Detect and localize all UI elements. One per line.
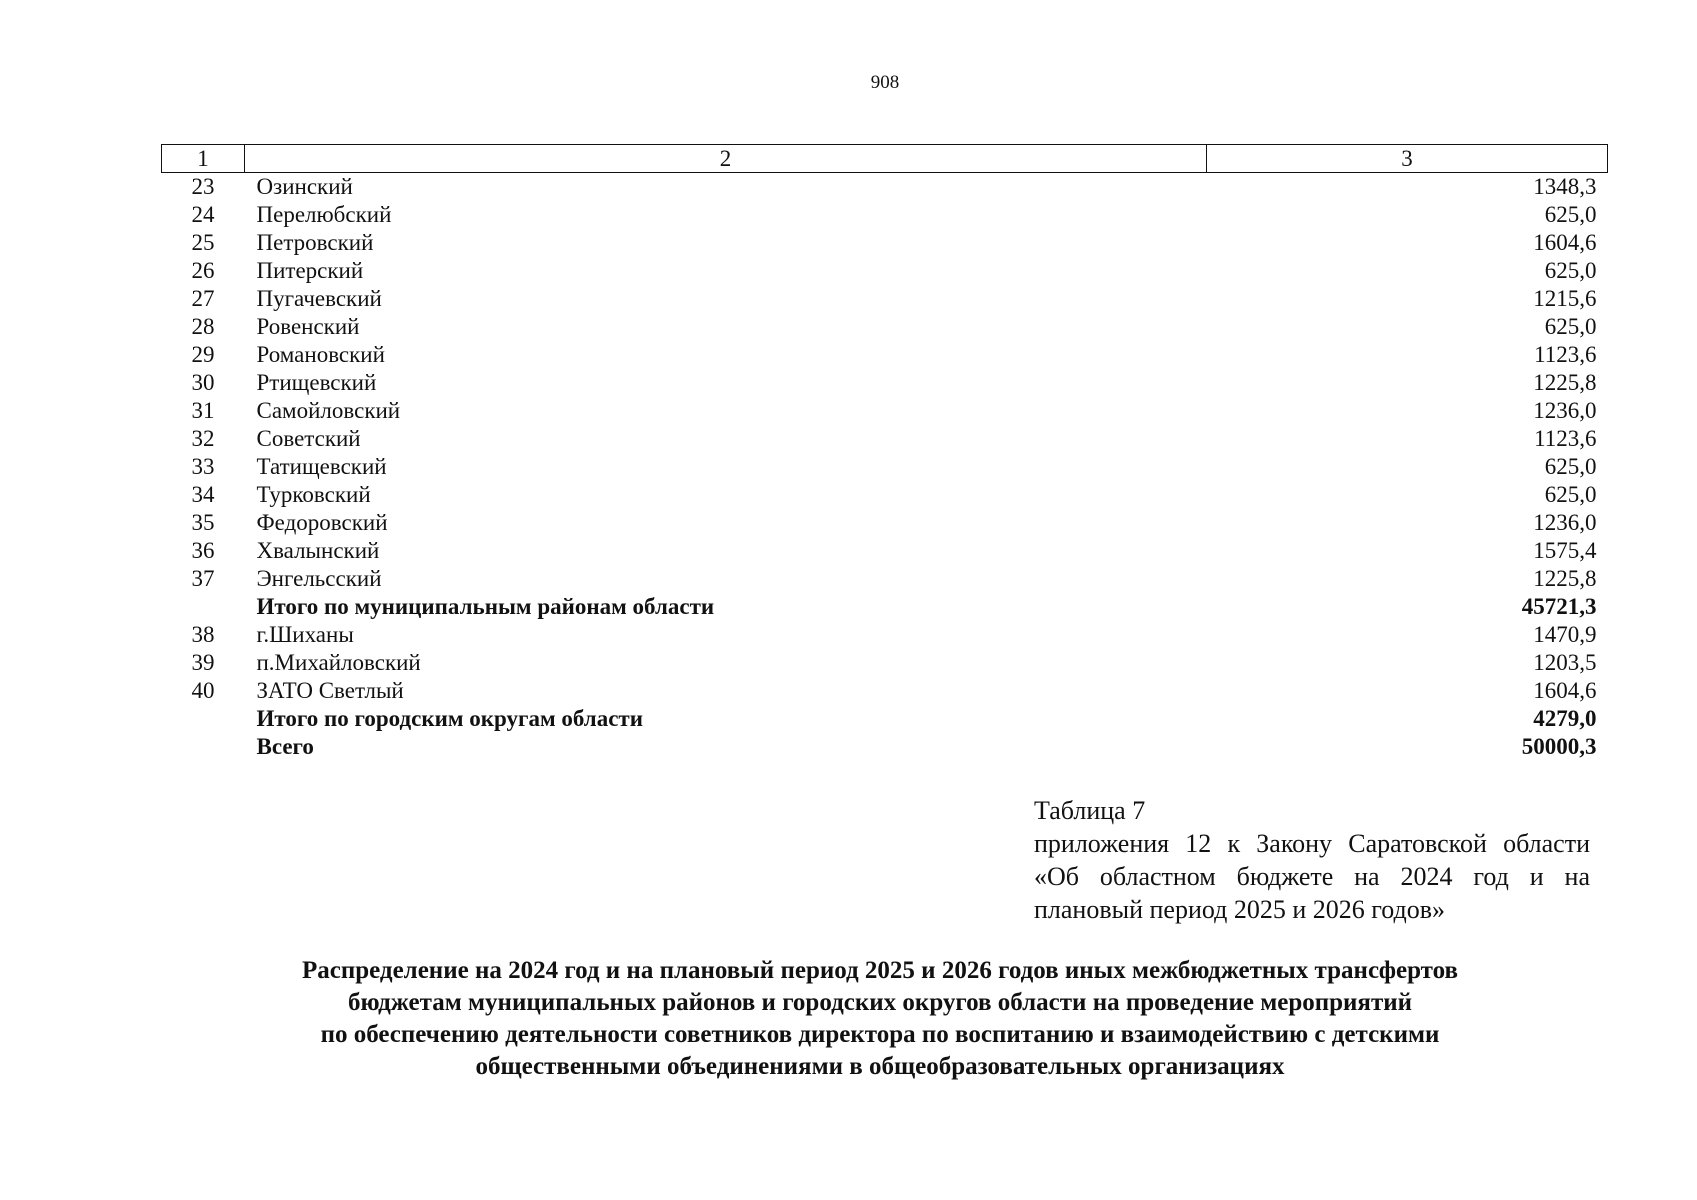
row-number: 23 xyxy=(191,174,215,199)
row-name: Энгельсский xyxy=(256,566,382,591)
row-name: Итого по муниципальным районам области xyxy=(256,594,715,619)
row-number xyxy=(162,705,245,733)
row-name: ЗАТО Светлый xyxy=(256,678,404,703)
transfers-table xyxy=(161,144,1608,761)
row-value: 1123,6 xyxy=(1534,342,1597,367)
table-total-row xyxy=(162,705,1608,733)
row-name: Перелюбский xyxy=(256,202,392,227)
row-name: Озинский xyxy=(256,174,353,199)
row-name: Питерский xyxy=(256,258,364,283)
row-value: 1236,0 xyxy=(1533,398,1597,423)
table-row xyxy=(162,481,1608,509)
table-total-row xyxy=(162,593,1608,621)
row-name: г.Шиханы xyxy=(256,622,354,647)
row-number: 39 xyxy=(191,650,215,675)
row-value: 625,0 xyxy=(1544,454,1597,479)
row-number: 30 xyxy=(191,370,215,395)
row-number: 26 xyxy=(191,258,215,283)
row-name: Самойловский xyxy=(256,398,401,423)
row-number xyxy=(162,733,245,761)
transfers-table-container xyxy=(161,144,1607,761)
caption-body: приложения 12 к Закону Саратовской области «Об областном бюджете на 2024 год и на плановый период 2025 и 2026 годов» xyxy=(1034,829,1590,924)
row-name: Советский xyxy=(256,426,361,451)
table-row xyxy=(162,313,1608,341)
row-number xyxy=(162,593,245,621)
table-row xyxy=(162,565,1608,593)
table-row xyxy=(162,649,1608,677)
heading-line: по обеспечению деятельности советников директора по воспитанию и взаимодействию с детскими xyxy=(320,1021,1440,1048)
table-body xyxy=(162,173,1608,762)
row-number: 27 xyxy=(191,286,215,311)
row-name: Ровенский xyxy=(256,314,360,339)
table-row xyxy=(162,285,1608,313)
row-name: Пугачевский xyxy=(256,286,382,311)
row-number: 38 xyxy=(191,622,215,647)
row-name: Хвалынский xyxy=(256,538,380,563)
row-number: 31 xyxy=(191,398,215,423)
row-value: 1604,6 xyxy=(1533,230,1597,255)
row-name: Федоровский xyxy=(256,510,388,535)
table-row xyxy=(162,341,1608,369)
row-number: 34 xyxy=(191,482,215,507)
row-value: 1575,4 xyxy=(1533,538,1597,563)
row-value: 1604,6 xyxy=(1533,678,1597,703)
row-value: 50000,3 xyxy=(1521,734,1597,759)
table-row xyxy=(162,397,1608,425)
row-number: 37 xyxy=(191,566,215,591)
row-number: 36 xyxy=(191,538,215,563)
row-name: Татищевский xyxy=(256,454,387,479)
row-number: 32 xyxy=(191,426,215,451)
row-value: 4279,0 xyxy=(1533,706,1597,731)
row-number: 25 xyxy=(191,230,215,255)
table-row xyxy=(162,425,1608,453)
table-row xyxy=(162,369,1608,397)
row-value: 1225,8 xyxy=(1533,370,1597,395)
row-value: 625,0 xyxy=(1544,482,1597,507)
row-name: Ртищевский xyxy=(256,370,377,395)
table-caption xyxy=(1034,794,1590,926)
column-header-3: 3 xyxy=(1207,145,1608,173)
row-value: 1470,9 xyxy=(1533,622,1597,647)
row-number: 40 xyxy=(191,678,215,703)
table-row xyxy=(162,677,1608,705)
table-row xyxy=(162,509,1608,537)
row-value: 1348,3 xyxy=(1533,174,1597,199)
row-value: 45721,3 xyxy=(1521,594,1597,619)
table-total-row xyxy=(162,733,1608,761)
table-header xyxy=(162,145,1608,173)
row-name: Турковский xyxy=(256,482,371,507)
row-value: 625,0 xyxy=(1544,314,1597,339)
row-number: 29 xyxy=(191,342,215,367)
table-header-row xyxy=(162,145,1608,173)
row-value: 1225,8 xyxy=(1533,566,1597,591)
table-row xyxy=(162,537,1608,565)
heading-line: Распределение на 2024 год и на плановый период 2025 и 2026 годов иных межбюджетных трансфертов xyxy=(301,957,1459,984)
table-row xyxy=(162,201,1608,229)
page-number: 908 xyxy=(870,72,900,93)
document-heading xyxy=(150,955,1610,1083)
row-number: 35 xyxy=(191,510,215,535)
row-value: 1123,6 xyxy=(1534,426,1597,451)
table-row xyxy=(162,229,1608,257)
row-name: Романовский xyxy=(256,342,385,367)
heading-line: бюджетам муниципальных районов и городских округов области на проведение мероприятий xyxy=(347,989,1413,1016)
row-value: 625,0 xyxy=(1544,258,1597,283)
row-value: 1203,5 xyxy=(1533,650,1597,675)
row-value: 625,0 xyxy=(1544,202,1597,227)
row-value: 1215,6 xyxy=(1533,286,1597,311)
table-row xyxy=(162,621,1608,649)
table-row xyxy=(162,173,1608,202)
row-name: Петровский xyxy=(256,230,374,255)
table-row xyxy=(162,257,1608,285)
column-header-2: 2 xyxy=(245,145,1207,173)
row-number: 33 xyxy=(191,454,215,479)
row-number: 24 xyxy=(191,202,215,227)
row-name: Всего xyxy=(256,734,314,759)
table-row xyxy=(162,453,1608,481)
caption-title: Таблица 7 xyxy=(1034,796,1146,825)
row-number: 28 xyxy=(191,314,215,339)
row-value: 1236,0 xyxy=(1533,510,1597,535)
heading-line: общественными объединениями в общеобразовательных организациях xyxy=(475,1053,1285,1080)
column-header-1: 1 xyxy=(162,145,245,173)
row-name: Итого по городским округам области xyxy=(256,706,643,731)
row-name: п.Михайловский xyxy=(256,650,421,675)
